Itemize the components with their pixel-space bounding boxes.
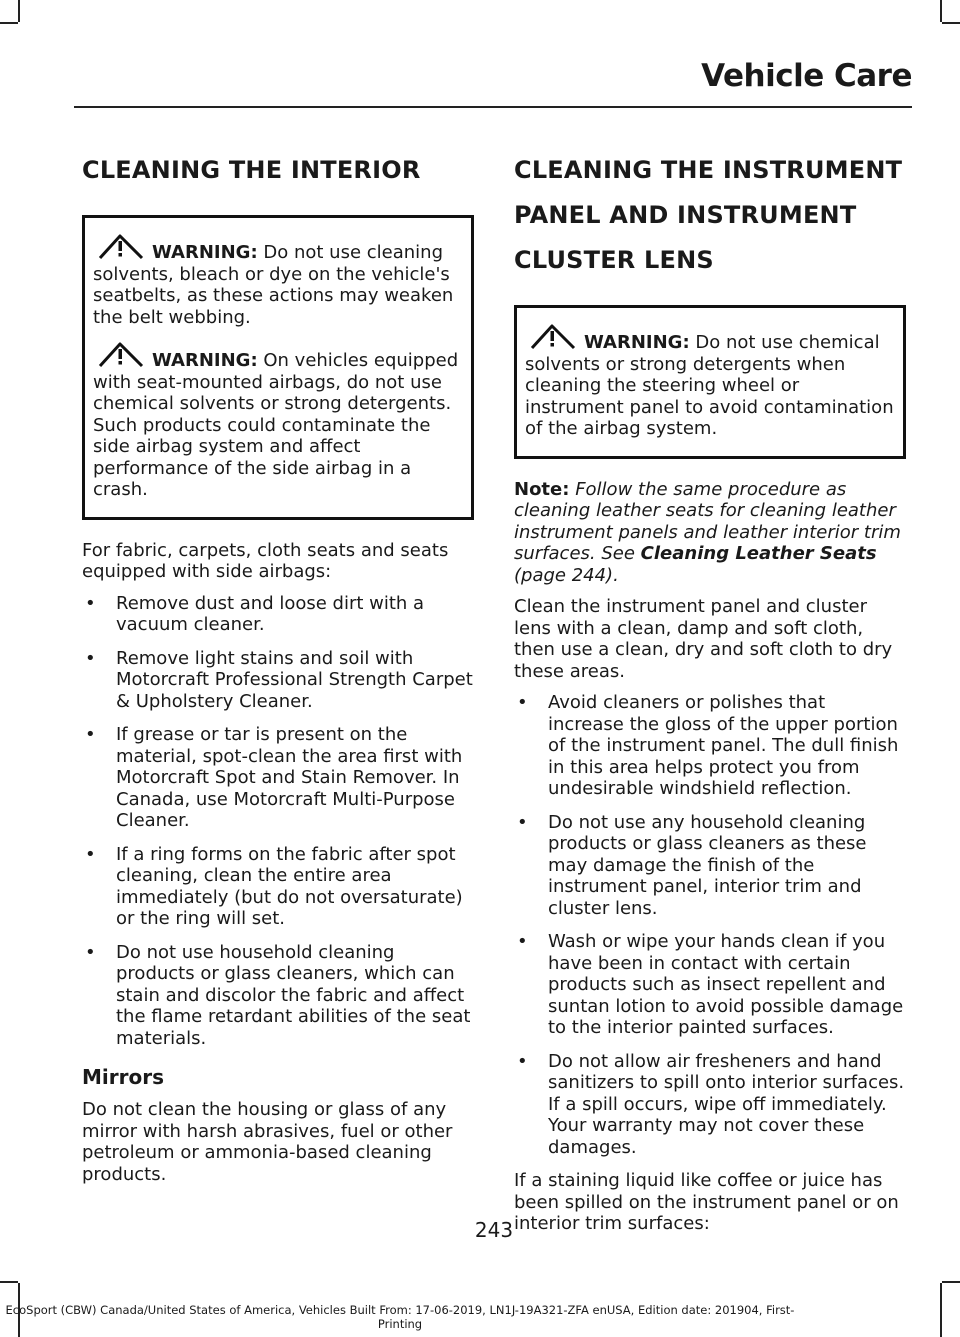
subheading-mirrors: Mirrors [82, 1065, 164, 1089]
warning-item [525, 324, 897, 440]
bullet-icon: • [517, 811, 528, 833]
list-item [514, 931, 906, 1039]
list-item [82, 942, 474, 1050]
list-item-text: If a ring forms on the fabric after spot cleaning, clean the entire area immediately (but do not oversaturate) or the ring will set. [116, 843, 463, 929]
left-column [82, 148, 474, 1195]
list-item [514, 812, 906, 920]
bullet-list [82, 593, 474, 1050]
list-item-text: Do not use household cleaning products or glass cleaners, which can stain and discolor the fabric and affect the flame retardant abilities of the seat materials. [116, 941, 471, 1049]
list-item-text: If grease or tar is present on the material, spot-clean the area first with Motorcraft Spot and Stain Remover. In Canada, use Motorcraft Multi-Purpose Cleaner. [116, 724, 463, 831]
header-divider [74, 106, 912, 108]
list-item [82, 648, 474, 713]
heading-line: CLEANING THE INSTRUMENT [514, 156, 903, 184]
bullet-icon: • [85, 724, 96, 745]
list-item-text: Remove dust and loose dirt with a vacuum cleaner. [116, 592, 425, 635]
heading-cleaning-interior: CLEANING THE INTERIOR [82, 156, 421, 184]
list-item-text: Do not allow air fresheners and hand sanitizers to spill onto interior surfaces. If a spill occurs, wipe off immediately. Your warranty may not cover these damages. [548, 1050, 905, 1158]
heading-line: CLUSTER LENS [514, 246, 714, 274]
bullet-icon: • [517, 1050, 528, 1072]
crop-mark [940, 0, 942, 22]
warning-text: Do not use cleaning solvents, bleach or dye on the vehicle's seatbelts, as these actions may weaken the belt webbing. [93, 242, 454, 328]
intro-paragraph: For fabric, carpets, cloth seats and seats equipped with side airbags: [82, 539, 449, 582]
bullet-icon: • [517, 692, 528, 713]
list-item-text: Remove light stains and soil with Motorcraft Professional Strength Carpet & Upholstery Cleaner. [116, 647, 473, 712]
crop-mark [0, 22, 18, 24]
mirrors-paragraph: Do not clean the housing or glass of any mirror with harsh abrasives, fuel or other petroleum or ammonia-based cleaning products. [82, 1099, 453, 1185]
warning-text: On vehicles equipped with seat-mounted airbags, do not use chemical solvents or strong detergents. Such products could contaminate the side airbag system and affect performance of the side airbag in a crash. [93, 350, 459, 500]
warning-triangle-icon [96, 342, 146, 368]
bullet-icon: • [517, 931, 528, 952]
cross-reference-link[interactable]: Cleaning Leather Seats [640, 543, 877, 564]
list-item [82, 593, 474, 636]
closing-paragraph: If a staining liquid like coffee or juice has been spilled on the instrument panel or on interior trim surfaces: [514, 1170, 899, 1234]
warning-item [93, 342, 465, 501]
note-text: Follow the same procedure as cleaning leather seats for cleaning leather instrument panels and leather interior trim surfaces. See [514, 478, 901, 564]
heading-line: PANEL AND INSTRUMENT [514, 201, 857, 229]
warning-label: WARNING: [152, 242, 258, 263]
crop-mark [0, 1281, 18, 1283]
warning-label: WARNING: [152, 350, 258, 371]
list-item [82, 844, 474, 930]
crop-mark [940, 1283, 942, 1337]
bullet-icon: • [85, 941, 96, 963]
page-reference: (page 244). [514, 564, 619, 586]
warning-triangle-icon [96, 234, 146, 260]
list-item-text: Wash or wipe your hands clean if you have been in contact with certain products such as insect repellent and suntan lotion to avoid possible damage to the interior painted surfaces. [548, 931, 904, 1038]
bullet-list [514, 692, 906, 1158]
bullet-icon: • [85, 592, 96, 614]
list-item [514, 1051, 906, 1159]
list-item-text: Avoid cleaners or polishes that increase the gloss of the upper portion of the instrument panel. The dull finish in this area helps protect you from undesirable windshield reflection. [548, 692, 899, 799]
warning-item [93, 234, 465, 328]
list-item-text: Do not use any household cleaning products or glass cleaners as these may damage the finish of the instrument panel, interior trim and cluster lens. [548, 811, 867, 919]
crop-mark [18, 0, 20, 22]
warning-triangle-icon [528, 324, 578, 350]
list-item [82, 724, 474, 832]
bullet-icon: • [85, 843, 96, 865]
list-item [514, 692, 906, 800]
note-paragraph [514, 479, 906, 587]
heading-cleaning-instrument-panel [514, 148, 906, 283]
warning-box [514, 305, 906, 459]
right-column [514, 148, 906, 1245]
warning-box [82, 215, 474, 520]
crop-mark [942, 1281, 960, 1283]
intro-paragraph: Clean the instrument panel and cluster lens with a clean, damp and soft cloth, then use a clean, dry and soft cloth to dry these areas. [514, 596, 893, 682]
warning-label: WARNING: [584, 332, 690, 353]
crop-mark [942, 22, 960, 24]
note-label: Note: [514, 478, 570, 500]
section-title: Vehicle Care [701, 58, 912, 94]
page-number: 243 [474, 1218, 514, 1242]
footer-text: EcoSport (CBW) Canada/United States of America, Vehicles Built From: 17-06-2019, LN1J-19A321-ZFA enUSA, Edition date: 201904, First-Printing [5, 1303, 795, 1331]
warning-text: Do not use chemical solvents or strong detergents when cleaning the steering wheel or instrument panel to avoid contamination of the airbag system. [525, 332, 894, 439]
bullet-icon: • [85, 647, 96, 669]
